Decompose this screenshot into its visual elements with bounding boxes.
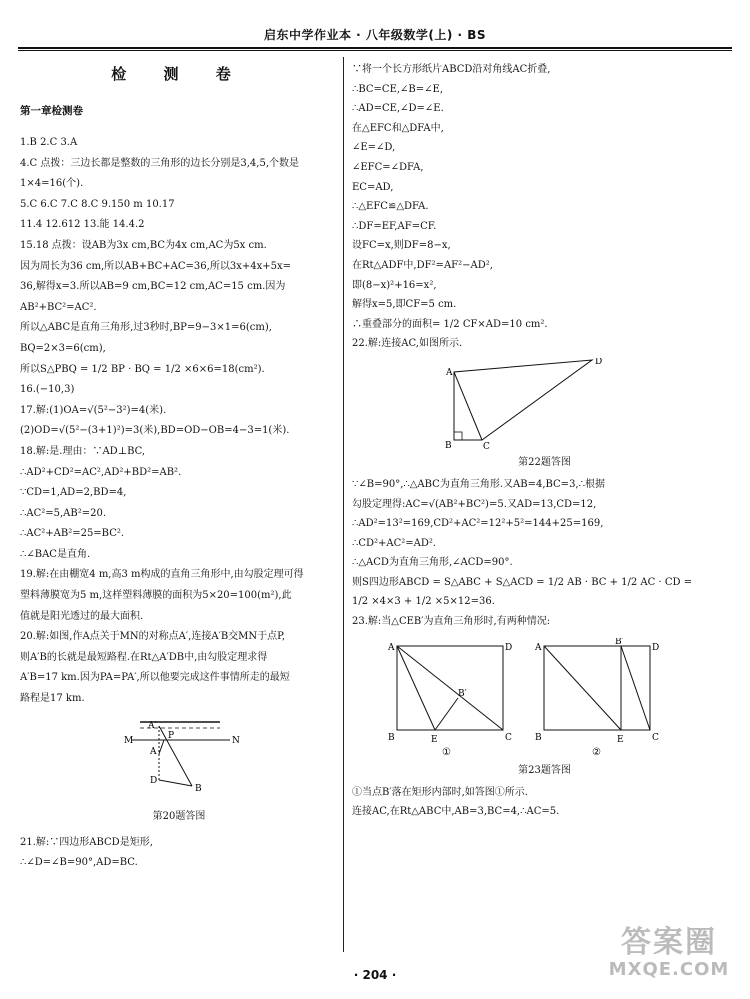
fig23a-label-a: A — [388, 642, 395, 653]
fig23-caption: 第23题答图 — [518, 764, 571, 776]
answer-line: 17.解:(1)OA=√(5²−3²)=4(米). — [20, 404, 167, 416]
fig23a-label-d: D — [505, 642, 513, 653]
answer-line: 在△EFC和△DFA中, — [352, 122, 444, 134]
answer-line: 则S四边形ABCD = S△ABC + S△ACD = 1/2 AB · BC + 1/2 AC · CD = — [352, 576, 693, 588]
fig23a-label-b: B — [388, 732, 395, 743]
answer-line: ∴∠BAC是直角. — [20, 548, 91, 560]
answer-line: (2)OD=√(5²−(3+1)²)=3(米),BD=OD−OB=4−3=1(米). — [20, 425, 290, 437]
answer-line: 20.解:如图,作A点关于MN的对称点A′,连接A′B交MN于点P, — [20, 631, 286, 643]
answer-line: 19.解:在由棚宽4 m,高3 m构成的直角三角形中,由勾股定理可得 — [20, 569, 304, 581]
answer-line: 11.4 12.612 13.能 14.4.2 — [20, 219, 145, 231]
fig23b-label-a: A — [535, 642, 542, 653]
page-number: · 204 · — [353, 968, 397, 982]
figure-22 — [352, 358, 737, 450]
answer-line: 路程是17 km. — [20, 693, 85, 705]
fig23a-label-b-prime: B′ — [458, 688, 467, 699]
fig22-label-a: A — [446, 367, 453, 378]
answer-line: 值就是阳光透过的最大面积. — [20, 610, 144, 622]
answer-line: 所以△ABC是直角三角形,过3秒时,BP=9−3×1=6(cm), — [20, 322, 272, 334]
answer-line: 连接AC,在Rt△ABC中,AB=3,BC=4,∴AC=5. — [352, 806, 560, 818]
right-column — [352, 60, 737, 822]
answer-line: 1/2 ×4×3 + 1/2 ×5×12=36. — [352, 596, 495, 608]
fig20-label-b: B — [195, 783, 202, 794]
right-answer-lines-2 — [352, 475, 737, 632]
chapter-subtitle: 第一章检测卷 — [20, 105, 83, 117]
fig23b-label-b-prime: B′ — [615, 637, 624, 647]
answer-line: ①当点B′落在矩形内部时,如答图①所示. — [352, 786, 528, 798]
answer-line: ∴AD²=13²=169,CD²+AC²=12²+5²=144+25=169, — [352, 518, 604, 530]
figure-20 — [20, 716, 338, 806]
answer-line: 勾股定理得:AC=√(AB²+BC²)=5.又AD=13,CD=12, — [352, 498, 597, 510]
fig22-label-b: B — [445, 440, 452, 450]
fig20-label-d: D — [150, 775, 158, 786]
answer-line: 16.(−10,3) — [20, 384, 75, 396]
section-title: 检 测 卷 — [111, 65, 247, 83]
answer-line: 22.解:连接AC,如图所示. — [352, 338, 463, 350]
answer-line: 18.解:是.理由：∵AD⊥BC, — [20, 445, 146, 457]
fig23b-label-e: E — [617, 734, 624, 745]
answer-line: 在Rt△ADF中,DF²=AF²−AD², — [352, 259, 493, 271]
answer-line: ∵将一个长方形纸片ABCD沿对角线AC折叠, — [352, 64, 551, 75]
fig23a-label-e: E — [431, 734, 438, 745]
answer-line: ∴△ACD为直角三角形,∠ACD=90°. — [352, 557, 513, 569]
header-rule-thin — [18, 50, 732, 51]
answer-line: 即(8−x)²+16=x², — [352, 279, 437, 291]
header-rule — [18, 47, 732, 49]
fig22-label-d: D — [595, 357, 603, 367]
answer-line: ∴BC=CE,∠B=∠E, — [352, 83, 444, 95]
fig20-label-m: M — [124, 735, 134, 746]
right-answer-lines — [352, 60, 737, 354]
left-column — [20, 65, 338, 873]
answer-line: 则A′B的长就是最短路程.在Rt△A′DB中,由勾股定理求得 — [20, 651, 268, 663]
answer-line: 4.C 点拨：三边长都是整数的三角形的边长分别是3,4,5,个数是 — [20, 157, 299, 169]
fig20-caption: 第20题答图 — [152, 810, 206, 822]
fig20-label-p: P — [168, 730, 175, 741]
fig23b-label-c: C — [652, 732, 659, 743]
answer-line: 21.解:∵四边形ABCD是矩形, — [20, 836, 153, 848]
running-header: 启东中学作业本 · 八年级数学(上) · BS — [263, 28, 487, 42]
answer-line: ∵∠B=90°,∴△ABC为直角三角形.又AB=4,BC=3,∴根据 — [352, 478, 605, 490]
answer-line: 所以S△PBQ = 1/2 BP · BQ = 1/2 ×6×6=18(cm²). — [20, 363, 265, 375]
fig23a-number: ① — [442, 746, 451, 758]
answer-line: ∴∠D=∠B=90°,AD=BC. — [20, 856, 138, 868]
fig20-label-a: A — [150, 746, 157, 757]
answer-line: 设FC=x,则DF=8−x, — [352, 240, 451, 252]
left-answer-lines — [20, 133, 338, 710]
watermark-line1: 答案圈 — [621, 925, 717, 960]
answer-line: ∴CD²+AC²=AD². — [352, 537, 437, 549]
answer-line: AB²+BC²=AC². — [20, 301, 97, 313]
fig22-label-c: C — [483, 441, 490, 450]
answer-line: ∴AD²+CD²=AC²,AD²+BD²=AB². — [20, 466, 182, 478]
answer-line: ∴△EFC≌△DFA. — [352, 201, 429, 213]
left-answer-lines-after — [20, 833, 338, 873]
fig23b-label-d: D — [652, 642, 660, 653]
column-divider — [343, 57, 344, 952]
fig23b-label-b: B — [535, 732, 542, 743]
figure-23 — [352, 638, 737, 758]
right-answer-lines-3 — [352, 783, 737, 822]
answer-line: 36,解得x=3.所以AB=9 cm,BC=12 cm,AC=15 cm.因为 — [20, 281, 286, 293]
fig23b-number: ② — [592, 746, 601, 758]
answer-line: 塑料薄膜宽为5 m,这样塑料薄膜的面积为5×20=100(m²),此 — [20, 590, 292, 602]
answer-line: BQ=2×3=6(cm), — [20, 342, 106, 354]
fig23a-label-c: C — [505, 732, 512, 743]
fig20-label-a-prime: A′ — [148, 720, 157, 731]
watermark-line2: MXQE.COM — [608, 959, 730, 980]
answer-line: 解得x=5,即CF=5 cm. — [352, 299, 457, 311]
answer-line: 1.B 2.C 3.A — [20, 137, 78, 148]
fig20-label-n: N — [232, 735, 240, 746]
answer-line: ∵CD=1,AD=2,BD=4, — [20, 487, 127, 499]
answer-line: EC=AD, — [352, 181, 394, 193]
answer-line: 1×4=16(个). — [20, 178, 84, 190]
answer-line: ∴AC²=5,AB²=20. — [20, 507, 107, 519]
fig22-caption: 第22题答图 — [518, 456, 571, 468]
answer-line: 15.18 点拨：设AB为3x cm,BC为4x cm,AC为5x cm. — [20, 239, 267, 251]
answer-line: ∠EFC=∠DFA, — [352, 161, 424, 173]
answer-line: ∴DF=EF,AF=CF. — [352, 220, 437, 232]
answer-line: 23.解:当△CEB′为直角三角形时,有两种情况: — [352, 616, 551, 628]
answer-line: ∠E=∠D, — [352, 142, 396, 154]
answer-line: A′B=17 km.因为PA=PA′,所以他要完成这件事情所走的最短 — [20, 672, 290, 684]
answer-line: ∴重叠部分的面积= 1/2 CF×AD=10 cm². — [352, 318, 548, 330]
watermark — [594, 926, 744, 980]
answer-line: ∴AD=CE,∠D=∠E. — [352, 103, 444, 115]
answer-line: 5.C 6.C 7.C 8.C 9.150 m 10.17 — [20, 198, 175, 210]
answer-line: ∴AC²+AB²=25=BC². — [20, 528, 125, 540]
answer-line: 因为周长为36 cm,所以AB+BC+AC=36,所以3x+4x+5x= — [20, 260, 291, 272]
